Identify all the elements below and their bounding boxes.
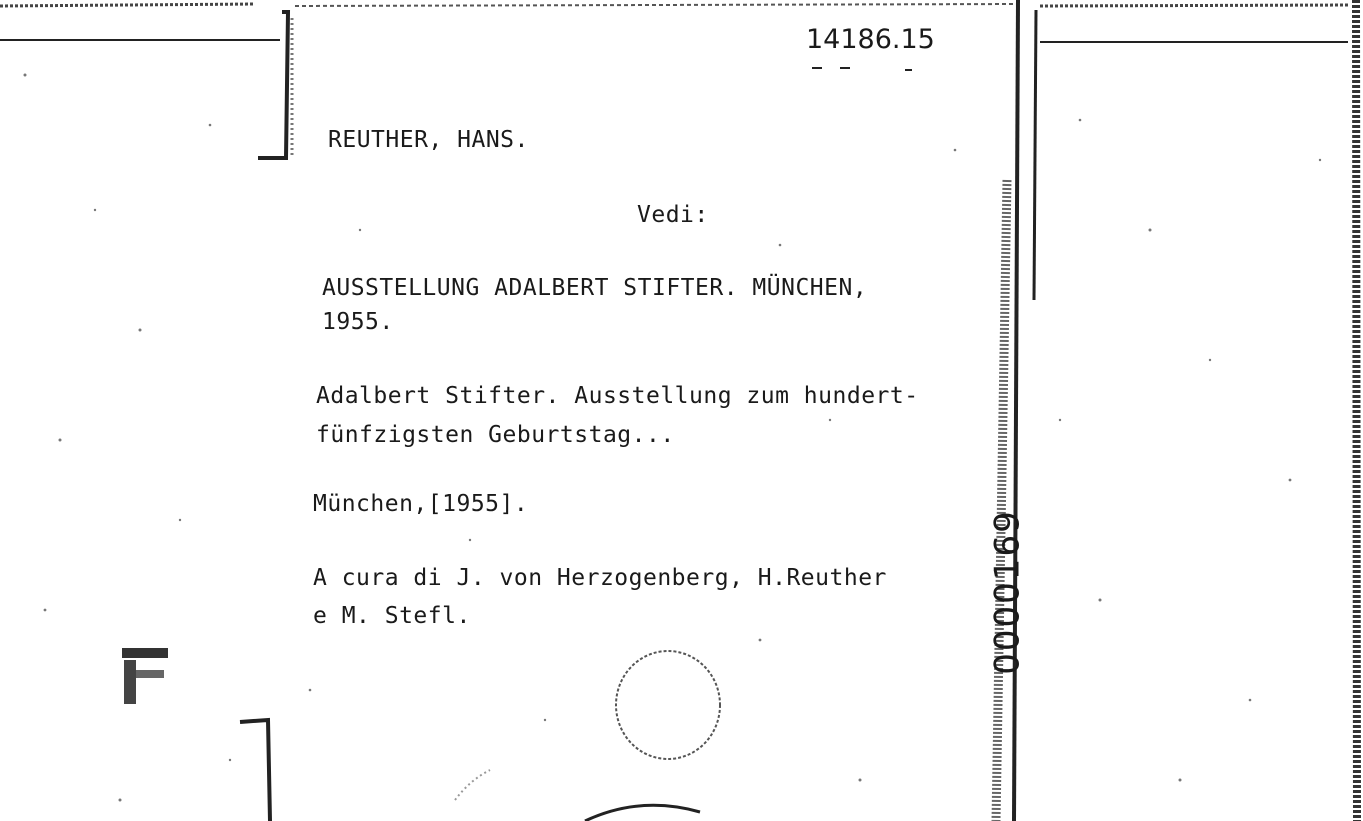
- lower-bracket: [240, 720, 270, 821]
- editors-line-1: A cura di J. von Herzogenberg, H.Reuther: [313, 565, 887, 591]
- title-entry-line-1: AUSSTELLUNG ADALBERT STIFTER. MÜNCHEN,: [322, 275, 868, 301]
- stray-arc: [455, 770, 490, 800]
- punch-hole: [616, 651, 720, 759]
- right-border: [1356, 0, 1357, 821]
- left-margin-mark-lower: [124, 660, 136, 704]
- right-card-left-edge: [1034, 10, 1036, 300]
- description-line-1: Adalbert Stifter. Ausstellung zum hundert-: [316, 383, 919, 409]
- author-heading: REUTHER, HANS.: [328, 127, 529, 153]
- description-line-2: fünfzigsten Geburtstag...: [316, 422, 675, 448]
- see-reference-label: Vedi:: [637, 202, 709, 228]
- inventory-stamp-number: 0000169: [987, 509, 1028, 675]
- imprint-line: München,[1955].: [313, 491, 529, 517]
- top-edge-right: [1040, 5, 1350, 6]
- left-margin-mark: [122, 648, 168, 658]
- left-margin-mark-tab: [136, 670, 164, 678]
- lower-hole-arc: [585, 805, 700, 821]
- top-edge-left: [0, 4, 255, 6]
- top-edge-middle: [295, 4, 1015, 6]
- editors-line-2: e M. Stefl.: [313, 603, 471, 629]
- card-divider-dark: [1014, 0, 1018, 821]
- call-number: 14186.15: [806, 24, 935, 55]
- heading-bracket: [258, 12, 288, 158]
- title-entry-line-2: 1955.: [322, 309, 394, 335]
- card-divider-texture: [996, 180, 1007, 821]
